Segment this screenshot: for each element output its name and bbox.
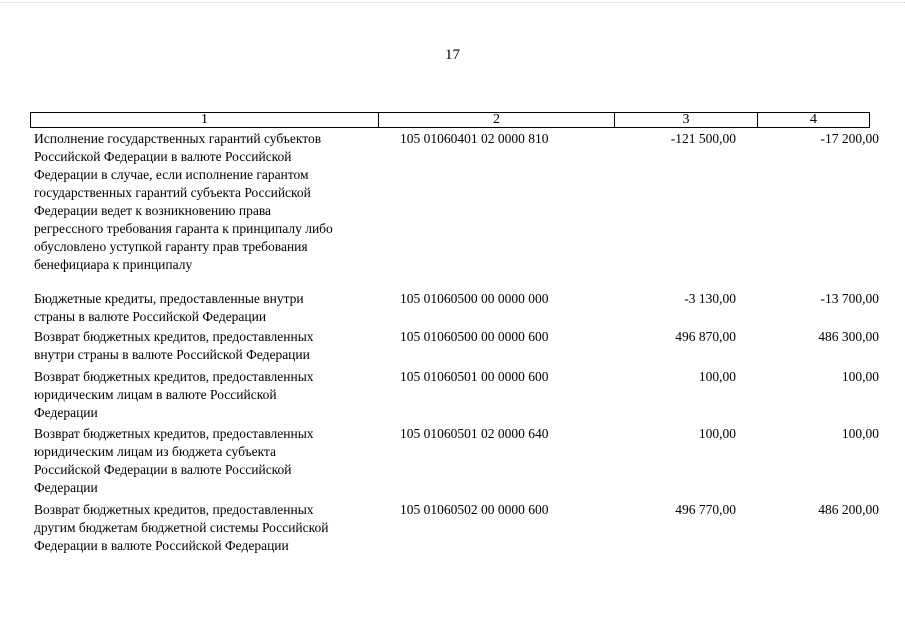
row-value-4: -17 200,00 [820,131,879,146]
header-col-1: 1 [31,113,379,127]
row-name-line: Федерации [34,405,98,420]
row-name [34,425,378,497]
row-value-4: 100,00 [841,426,879,441]
row-code: 105 01060500 00 0000 600 [400,329,549,344]
row-name-line: Российской Федерации в валюте Российской [34,462,292,477]
row-name-line: Российской Федерации в валюте Российской [34,149,292,164]
row-value-3: 100,00 [698,369,736,384]
row-name-line: бенефициара к принципалу [34,257,193,272]
row-value-3: 496 770,00 [675,502,736,517]
header-col-3: 3 [615,113,758,127]
row-value-3: -121 500,00 [670,131,736,146]
row-value-4: -13 700,00 [820,291,879,306]
row-name-line: Возврат бюджетных кредитов, предоставленных [34,502,314,517]
page-number: 17 [445,47,460,63]
row-name-line: Федерации [34,480,98,495]
row-name-line: Федерации в случае, если исполнение гарантом [34,167,309,182]
row-code: 105 01060401 02 0000 810 [400,131,549,146]
header-col-2: 2 [379,113,615,127]
row-name-line: Возврат бюджетных кредитов, предоставленных [34,426,314,441]
row-value-4: 486 300,00 [818,329,879,344]
row-name-line: Федерации в валюте Российской Федерации [34,538,289,553]
row-name [34,368,378,422]
row-name-line: другим бюджетам бюджетной системы Российской [34,520,329,535]
row-name-line: юридическим лицам из бюджета субъекта [34,444,277,459]
row-name [34,130,378,274]
row-name [34,290,378,326]
row-code: 105 01060501 00 0000 600 [400,369,549,384]
row-value-4: 486 200,00 [818,502,879,517]
row-name-line: государственных гарантий субъекта Российской [34,185,311,200]
row-name-line: Возврат бюджетных кредитов, предоставленных [34,369,314,384]
row-name-line: страны в валюте Российской Федерации [34,309,267,324]
row-name-line: внутри страны в валюте Российской Федерации [34,347,310,362]
row-code: 105 01060501 02 0000 640 [400,426,549,441]
row-value-3: -3 130,00 [684,291,736,306]
row-code: 105 01060502 00 0000 600 [400,502,549,517]
row-name-line: обусловлено уступкой гаранту прав требования [34,239,308,254]
row-name-line: Федерации ведет к возникновению права [34,203,272,218]
row-name-line: Возврат бюджетных кредитов, предоставленных [34,329,314,344]
row-name-line: Исполнение государственных гарантий субъектов [34,131,322,146]
row-name [34,501,378,555]
scan-top-edge [0,2,905,3]
row-name [34,328,378,364]
row-value-3: 496 870,00 [675,329,736,344]
row-name-line: юридическим лицам в валюте Российской [34,387,277,402]
table-header [30,112,870,128]
row-code: 105 01060500 00 0000 000 [400,291,549,306]
row-value-3: 100,00 [698,426,736,441]
header-col-4: 4 [810,112,817,127]
row-name-line: регрессного требования гаранта к принципалу либо [34,221,333,236]
row-value-4: 100,00 [841,369,879,384]
row-name-line: Бюджетные кредиты, предоставленные внутри [34,291,304,306]
